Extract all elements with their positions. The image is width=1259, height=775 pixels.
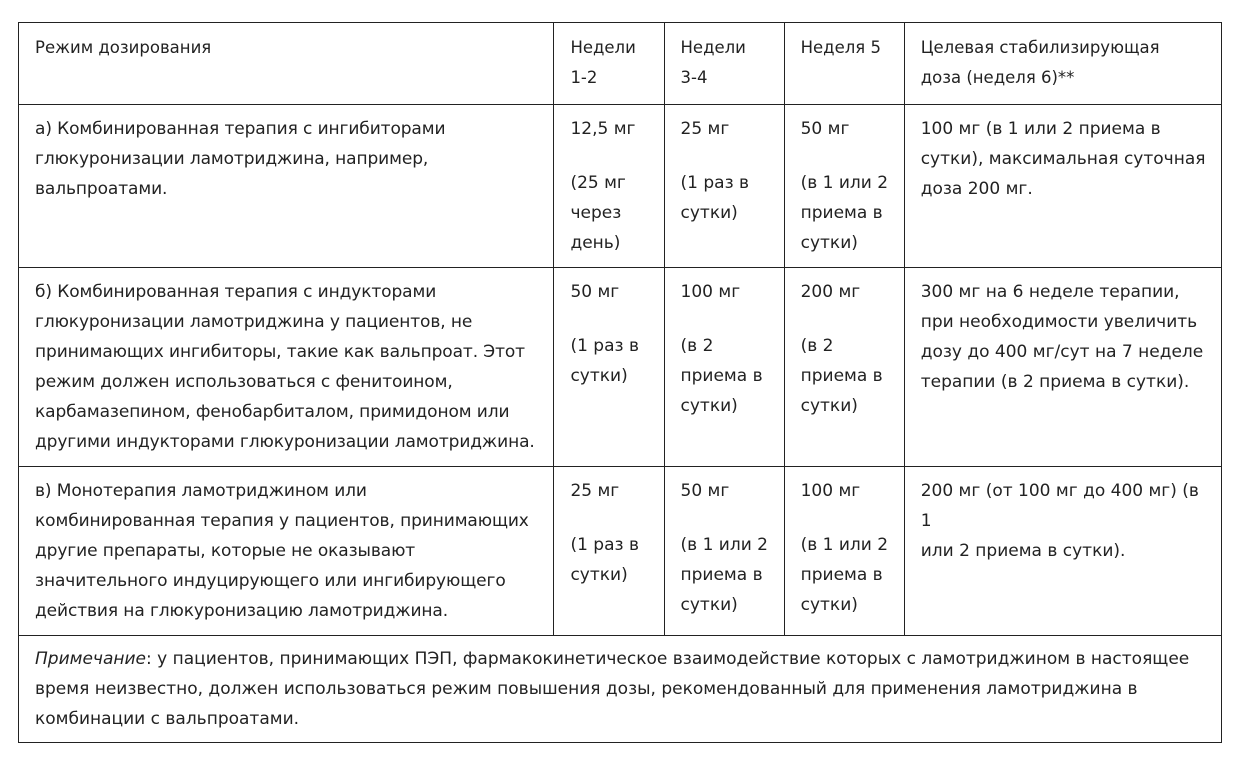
dose-detail: приема в xyxy=(680,366,763,386)
weeks-3-4-cell xyxy=(664,105,784,268)
mode-text: режим должен использоваться с фенитоином, xyxy=(35,372,453,392)
note-cell xyxy=(19,636,1222,743)
target-text: сутки), максимальная суточная xyxy=(920,149,1206,169)
dose-detail: приема в xyxy=(800,565,883,585)
header-text: Целевая стабилизирующая xyxy=(920,38,1160,57)
dosing-mode-cell xyxy=(19,105,554,268)
note-line: время неизвестно, должен использоваться режим повышения дозы, рекомендованный для применения ламотриджина в xyxy=(35,679,1138,699)
target-dose-cell xyxy=(904,268,1221,467)
dose-detail: сутки) xyxy=(680,595,738,615)
dose-detail: приема в xyxy=(800,203,883,223)
target-text: 100 мг (в 1 или 2 приема в xyxy=(920,119,1161,139)
header-target-dose xyxy=(904,23,1221,105)
note-row xyxy=(19,636,1222,743)
weeks-3-4-cell xyxy=(664,467,784,636)
weeks-1-2-cell xyxy=(554,467,664,636)
dose-detail: сутки) xyxy=(680,396,738,416)
header-text: Недели xyxy=(570,38,636,57)
dose-detail: сутки) xyxy=(800,396,858,416)
weeks-3-4-cell xyxy=(664,268,784,467)
dose-detail: приема в xyxy=(680,565,763,585)
header-week-5 xyxy=(784,23,904,105)
target-text: или 2 приема в сутки). xyxy=(920,541,1126,561)
mode-text: другими индукторами глюкуронизации ламотриджина. xyxy=(35,432,535,452)
week-5-cell xyxy=(784,268,904,467)
note-line xyxy=(35,644,1207,674)
dose-detail: приема в xyxy=(800,366,883,386)
header-text: Режим дозирования xyxy=(35,38,212,57)
header-text: Неделя 5 xyxy=(800,38,881,57)
mode-text: комбинированная терапия у пациентов, принимающих xyxy=(35,511,529,531)
mode-text: действия на глюкуронизацию ламотриджина. xyxy=(35,601,449,621)
header-weeks-3-4 xyxy=(664,23,784,105)
header-text: Недели xyxy=(680,38,746,57)
header-dosing-mode xyxy=(19,23,554,105)
dose-detail: сутки) xyxy=(680,203,738,223)
dose-value: 50 мг xyxy=(570,282,620,302)
mode-text: в) Монотерапия ламотриджином или xyxy=(35,481,367,501)
dose-detail: (в 1 или 2 xyxy=(680,535,768,555)
mode-text: карбамазепином, фенобарбиталом, примидоном или xyxy=(35,402,510,422)
dose-value: 100 мг xyxy=(680,282,741,302)
mode-text: вальпроатами. xyxy=(35,179,168,199)
target-dose-cell xyxy=(904,467,1221,636)
table-row xyxy=(19,105,1222,268)
mode-text: глюкуронизации ламотриджина, например, xyxy=(35,149,429,169)
target-text: доза 200 мг. xyxy=(920,179,1033,199)
week-5-cell xyxy=(784,467,904,636)
dose-detail: (в 1 или 2 xyxy=(800,173,889,193)
header-weeks-1-2 xyxy=(554,23,664,105)
dose-detail: (в 2 xyxy=(680,336,714,356)
dose-detail: (в 1 или 2 xyxy=(800,535,889,555)
target-text: 200 мг (от 100 мг до 400 мг) (в 1 xyxy=(920,481,1199,531)
dosing-mode-cell xyxy=(19,467,554,636)
note-text: : у пациентов, принимающих ПЭП, фармакокинетическое взаимодействие которых с ламотриджином в настоящее xyxy=(146,649,1190,669)
dose-value: 200 мг xyxy=(800,282,861,302)
dose-detail: сутки) xyxy=(570,565,628,585)
target-text: терапии (в 2 приема в сутки). xyxy=(920,372,1190,392)
dose-detail: день) xyxy=(570,233,621,253)
dosing-table-container xyxy=(18,22,1222,743)
weeks-1-2-cell xyxy=(554,268,664,467)
dose-detail: (1 раз в xyxy=(570,535,639,555)
header-text: 3-4 xyxy=(680,68,708,87)
header-text: 1-2 xyxy=(570,68,598,87)
dose-detail: (1 раз в xyxy=(680,173,750,193)
target-dose-cell xyxy=(904,105,1221,268)
weeks-1-2-cell xyxy=(554,105,664,268)
week-5-cell xyxy=(784,105,904,268)
note-line: комбинации с вальпроатами. xyxy=(35,709,300,729)
dose-value: 50 мг xyxy=(680,481,730,501)
table-row xyxy=(19,467,1222,636)
mode-text: принимающих ингибиторы, такие как вальпроат. Этот xyxy=(35,342,525,362)
note-label: Примечание xyxy=(35,649,146,669)
dose-detail: сутки) xyxy=(800,595,858,615)
dose-detail: (1 раз в xyxy=(570,336,639,356)
target-text: 300 мг на 6 неделе терапии, xyxy=(920,282,1180,302)
dose-detail: (25 мг xyxy=(570,173,626,193)
dosing-mode-cell xyxy=(19,268,554,467)
table-row xyxy=(19,268,1222,467)
dose-detail: сутки) xyxy=(800,233,858,253)
header-row xyxy=(19,23,1222,105)
mode-text: другие препараты, которые не оказывают xyxy=(35,541,416,561)
dose-value: 25 мг xyxy=(680,119,730,139)
dosing-table xyxy=(18,22,1222,743)
dose-value: 25 мг xyxy=(570,481,620,501)
dose-detail: (в 2 xyxy=(800,336,834,356)
header-text: доза (неделя 6)** xyxy=(920,68,1075,87)
target-text: при необходимости увеличить xyxy=(920,312,1198,332)
dose-value: 12,5 мг xyxy=(570,119,636,139)
dose-detail: через xyxy=(570,203,622,223)
dose-value: 50 мг xyxy=(800,119,850,139)
dose-detail: сутки) xyxy=(570,366,628,386)
dose-value: 100 мг xyxy=(800,481,861,501)
mode-text: значительного индуцирующего или ингибирующего xyxy=(35,571,506,591)
mode-text: б) Комбинированная терапия с индукторами xyxy=(35,282,437,302)
mode-text: а) Комбинированная терапия с ингибиторами xyxy=(35,119,446,139)
target-text: дозу до 400 мг/сут на 7 неделе xyxy=(920,342,1204,362)
mode-text: глюкуронизации ламотриджина у пациентов, не xyxy=(35,312,473,332)
